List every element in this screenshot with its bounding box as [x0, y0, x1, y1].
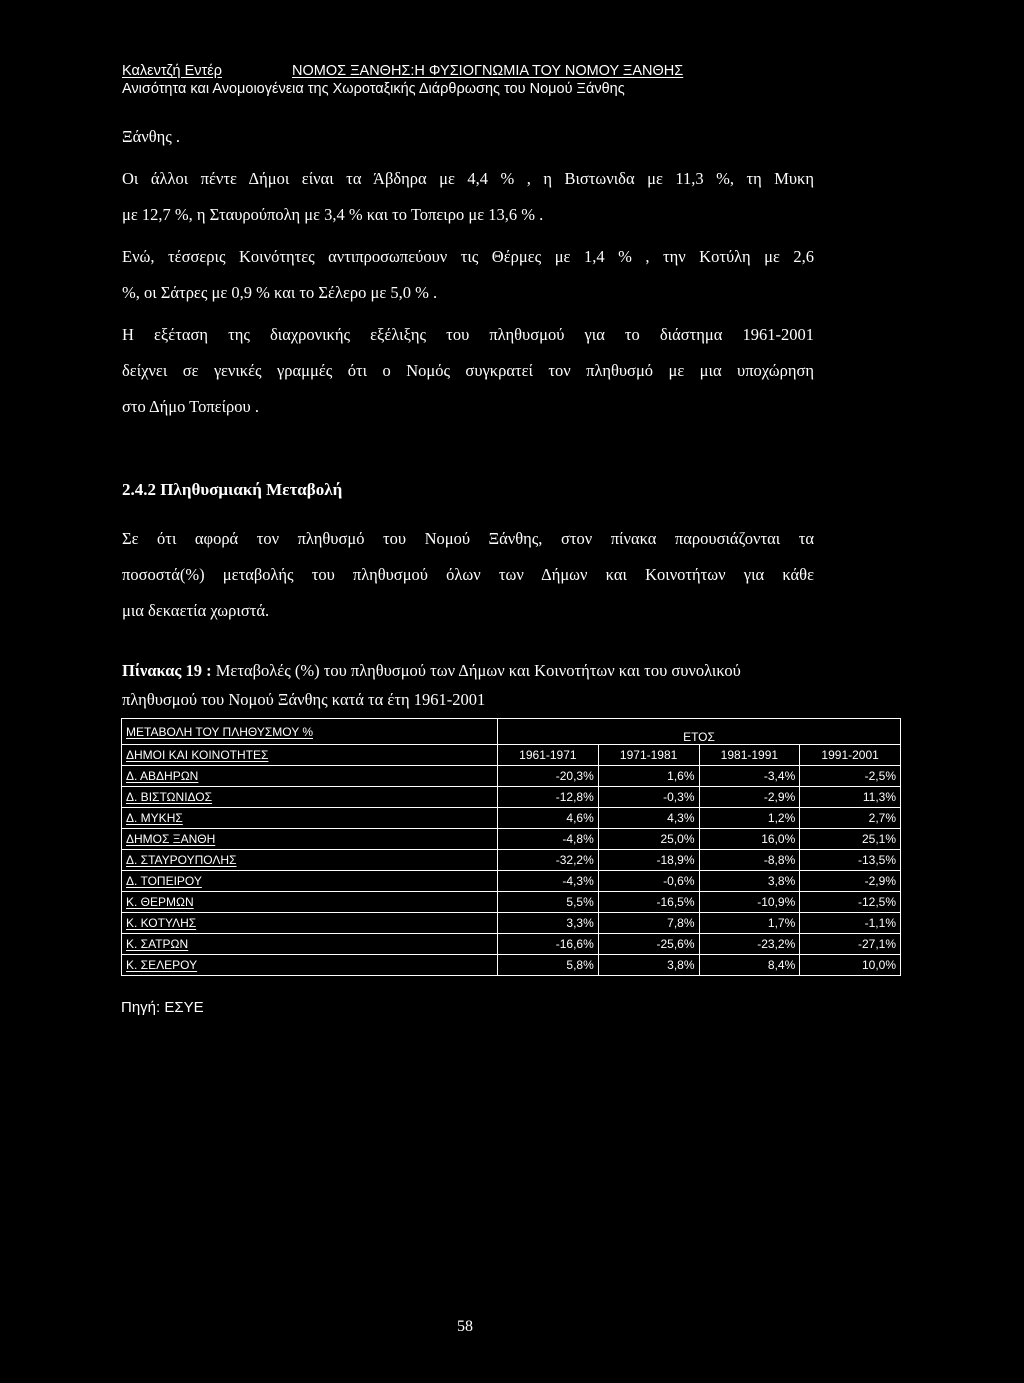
table-row: [122, 808, 901, 829]
table-row: [122, 787, 901, 808]
paragraph-3-line-3: στο Δήμο Τοπείρου .: [122, 397, 259, 416]
row-label: Κ. ΚΟΤΥΛΗΣ: [122, 913, 498, 934]
table-header-year: ΕΤΟΣ: [498, 719, 901, 745]
table-row: [122, 829, 901, 850]
table-row: [122, 892, 901, 913]
table-cell: -12,8%: [498, 787, 599, 808]
header-author: Καλεντζή Εντέρ: [122, 63, 222, 79]
paragraph-2-line-1: Ενώ, τέσσερις Κοινότητες αντιπροσωπεύουν τις Θέρμες με 1,4 % , την Κοτύλη με 2,6: [122, 247, 814, 266]
table-cell: -1,1%: [800, 913, 901, 934]
row-label: Δ. ΣΤΑΥΡΟΥΠΟΛΗΣ: [122, 850, 498, 871]
table-cell: 3,8%: [699, 871, 800, 892]
table-cell: -20,3%: [498, 766, 599, 787]
table-cell: -23,2%: [699, 934, 800, 955]
table-cell: -2,9%: [699, 787, 800, 808]
paragraph-0: Ξάνθης .: [122, 127, 181, 146]
table-cell: -4,3%: [498, 871, 599, 892]
table-cell: 5,8%: [498, 955, 599, 976]
table-cell: 1,7%: [699, 913, 800, 934]
row-label: Δ. ΒΙΣΤΩΝΙΔΟΣ: [122, 787, 498, 808]
table-cell: -2,9%: [800, 871, 901, 892]
table-cell: -32,2%: [498, 850, 599, 871]
table-header-title: ΜΕΤΑΒΟΛΗ ΤΟΥ ΠΛΗΘΥΣΜΟΥ %: [122, 719, 498, 745]
table-cell: 7,8%: [598, 913, 699, 934]
table-cell: -16,5%: [598, 892, 699, 913]
row-label: Κ. ΣΑΤΡΩΝ: [122, 934, 498, 955]
table-cell: 2,7%: [800, 808, 901, 829]
column-header-period: 1991-2001: [800, 745, 901, 766]
column-header-name: ΔΗΜΟΙ ΚΑΙ ΚΟΙΝΟΤΗΤΕΣ: [122, 745, 498, 766]
population-change-table: [121, 718, 901, 976]
table-cell: 16,0%: [699, 829, 800, 850]
table-cell: -16,6%: [498, 934, 599, 955]
table-caption-text: Μεταβολές (%) του πληθυσμού των Δήμων και Κοινοτήτων και του συνολικού: [215, 661, 741, 680]
table-cell: 4,3%: [598, 808, 699, 829]
table-cell: -12,5%: [800, 892, 901, 913]
table-cell: -0,6%: [598, 871, 699, 892]
row-label: Κ. ΘΕΡΜΩΝ: [122, 892, 498, 913]
paragraph-4-line-3: μια δεκαετία χωριστά.: [122, 601, 270, 620]
table-cell: -10,9%: [699, 892, 800, 913]
table-column-header-row: [122, 745, 901, 766]
table-cell: 1,2%: [699, 808, 800, 829]
header-subtitle: Ανισότητα και Ανομοιογένεια της Χωροταξικής Διάρθρωσης του Νομού Ξάνθης: [122, 81, 625, 97]
table-body: [122, 719, 901, 976]
row-label: Δ. ΤΟΠΕΙΡΟΥ: [122, 871, 498, 892]
table-header-row: [122, 719, 901, 745]
table-cell: 4,6%: [498, 808, 599, 829]
column-header-period: 1971-1981: [598, 745, 699, 766]
paragraph-1-line-2: με 12,7 %, η Σταυρούπολη με 3,4 % και το Τοπειρο με 13,6 % .: [122, 205, 544, 224]
table-cell: -2,5%: [800, 766, 901, 787]
table-cell: 3,3%: [498, 913, 599, 934]
table-cell: -3,4%: [699, 766, 800, 787]
paragraph-4-line-2: ποσοστά(%) μεταβολής του πληθυσμού όλων των Δήμων και Κοινοτήτων για κάθε: [122, 565, 814, 584]
paragraph-1-line-1: Οι άλλοι πέντε Δήμοι είναι τα Άβδηρα με 4,4 % , η Βιστωνιδα με 11,3 %, τη Μυκη: [122, 169, 814, 188]
column-header-period: 1961-1971: [498, 745, 599, 766]
table-caption-line-1: [122, 657, 741, 684]
table-cell: 25,0%: [598, 829, 699, 850]
table-cell: -4,8%: [498, 829, 599, 850]
table-row: [122, 913, 901, 934]
paragraph-3-line-2: δείχνει σε γενικές γραμμές ότι ο Νομός συγκρατεί τον πληθυσμό με μια υποχώρηση: [122, 361, 814, 380]
table-row: [122, 850, 901, 871]
table-caption-line-2: πληθυσμού του Νομού Ξάνθης κατά τα έτη 1961-2001: [122, 690, 486, 709]
paragraph-2-line-2: %, οι Σάτρες με 0,9 % και το Σέλερο με 5,0 % .: [122, 283, 438, 302]
table-source: Πηγή: ΕΣΥΕ: [121, 999, 204, 1016]
section-heading: 2.4.2 Πληθυσμιακή Μεταβολή: [122, 480, 343, 499]
running-header: [122, 62, 683, 80]
table-cell: -8,8%: [699, 850, 800, 871]
table-cell: 10,0%: [800, 955, 901, 976]
table-cell: 5,5%: [498, 892, 599, 913]
table-row: [122, 871, 901, 892]
row-label: Δ. ΑΒΔΗΡΩΝ: [122, 766, 498, 787]
table-cell: -0,3%: [598, 787, 699, 808]
table-row: [122, 766, 901, 787]
row-label: ΔΗΜΟΣ ΞΑΝΘΗ: [122, 829, 498, 850]
table-cell: -18,9%: [598, 850, 699, 871]
paragraph-4-line-1: Σε ότι αφορά τον πληθυσμό του Νομού Ξάνθης, στον πίνακα παρουσιάζονται τα: [122, 529, 814, 548]
table-cell: -13,5%: [800, 850, 901, 871]
table-cell: 1,6%: [598, 766, 699, 787]
table-cell: 11,3%: [800, 787, 901, 808]
row-label: Δ. ΜΥΚΗΣ: [122, 808, 498, 829]
column-header-period: 1981-1991: [699, 745, 800, 766]
header-title: ΝΟΜΟΣ ΞΑΝΘΗΣ:Η ΦΥΣΙΟΓΝΩΜΙΑ ΤΟΥ ΝΟΜΟΥ ΞΑΝΘΗΣ: [292, 63, 684, 79]
table-cell: -25,6%: [598, 934, 699, 955]
page-number: 58: [457, 1318, 473, 1335]
table-cell: -27,1%: [800, 934, 901, 955]
table-cell: 3,8%: [598, 955, 699, 976]
row-label: Κ. ΣΕΛΕΡΟΥ: [122, 955, 498, 976]
table-row: [122, 934, 901, 955]
table-cell: 8,4%: [699, 955, 800, 976]
table-caption-label: Πίνακας 19 :: [122, 661, 212, 680]
table-cell: 25,1%: [800, 829, 901, 850]
table-row: [122, 955, 901, 976]
paragraph-3-line-1: Η εξέταση της διαχρονικής εξέλιξης του πληθυσμού για το διάστημα 1961-2001: [122, 325, 814, 344]
